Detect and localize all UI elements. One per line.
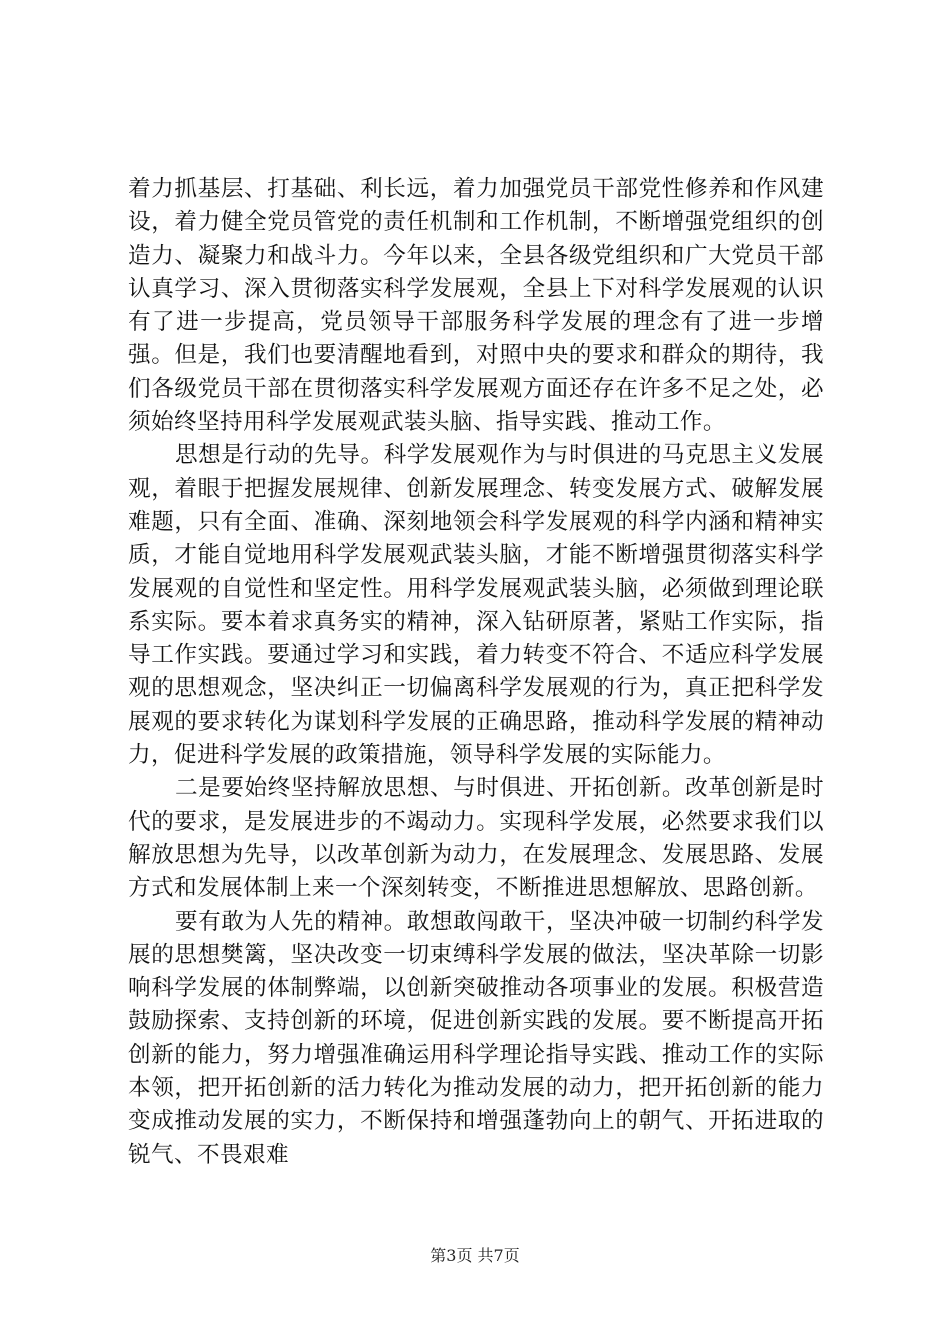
paragraph-3: 二是要始终坚持解放思想、与时俱进、开拓创新。改革创新是时代的要求，是发展进步的不竭动力。实现科学发展，必然要求我们以解放思想为先导，以改革创新为动力，在发展理念、发展思路、发展方式和发展体制上来一个深刻转变，不断推进思想解放、思路创新。 bbox=[128, 775, 824, 902]
page-number-footer: 第3页 共7页 bbox=[430, 1246, 520, 1265]
paragraph-2: 思想是行动的先导。科学发展观作为与时俱进的马克思主义发展观，着眼于把握发展规律、创新发展理念、转变发展方式、破解发展难题，只有全面、准确、深刻地领会科学发展观的科学内涵和精神实质，才能自觉地用科学发展观武装头脑，才能不断增强贯彻落实科学发展观的自觉性和坚定性。用科学发展观武装头脑，必须做到理论联系实际。要本着求真务实的精神，深入钻研原著，紧贴工作实际，指导工作实践。要通过学习和实践，着力转变不符合、不适应科学发展观的思想观念，坚决纠正一切偏离科学发展观的行为，真正把科学发展观的要求转化为谋划科学发展的正确思路，推动科学发展的精神动力，促进科学发展的政策措施，领导科学发展的实际能力。 bbox=[128, 442, 824, 769]
document-body bbox=[128, 173, 824, 1172]
paragraph-1: 着力抓基层、打基础、利长远，着力加强党员干部党性修养和作风建设，着力健全党员管党的责任机制和工作机制，不断增强党组织的创造力、凝聚力和战斗力。今年以来，全县各级党组织和广大党员干部认真学习、深入贯彻落实科学发展观，全县上下对科学发展观的认识有了进一步提高，党员领导干部服务科学发展的理念有了进一步增强。但是，我们也要清醒地看到，对照中央的要求和群众的期待，我们各级党员干部在贯彻落实科学发展观方面还存在许多不足之处，必须始终坚持用科学发展观武装头脑、指导实践、推动工作。 bbox=[128, 176, 824, 436]
paragraph-4: 要有敢为人先的精神。敢想敢闯敢干，坚决冲破一切制约科学发展的思想樊篱，坚决改变一切束缚科学发展的做法，坚决革除一切影响科学发展的体制弊端，以创新突破推动各项事业的发展。积极营造鼓励探索、支持创新的环境，促进创新实践的发展。要不断提高开拓创新的能力，努力增强准确运用科学理论指导实践、推动工作的实际本领，把开拓创新的活力转化为推动发展的动力，把开拓创新的能力变成推动发展的实力，不断保持和增强蓬勃向上的朝气、开拓进取的锐气、不畏艰难 bbox=[128, 908, 824, 1168]
